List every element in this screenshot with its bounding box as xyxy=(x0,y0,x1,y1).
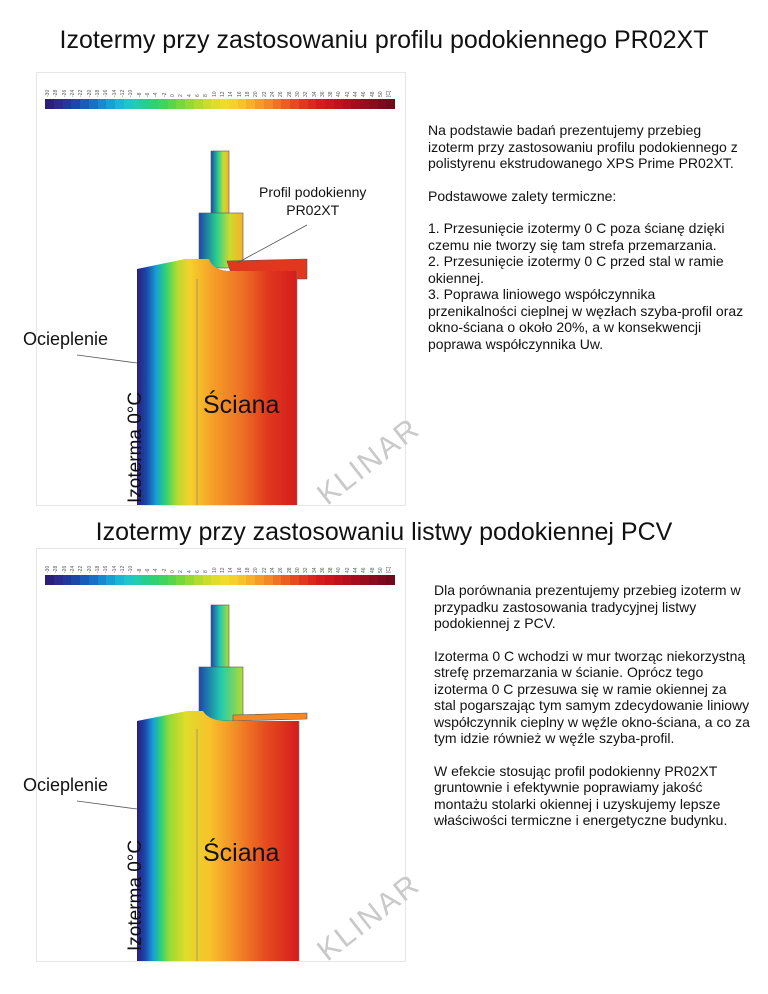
scale-tick-label: -22 xyxy=(78,89,85,97)
scale-tick-label: 10 xyxy=(211,91,218,97)
scale-tick-label: 48 xyxy=(369,91,376,97)
scale-tick-label: 12 xyxy=(219,91,226,97)
scale-tick-label: 40 xyxy=(336,91,343,97)
scale-tick-label: 16 xyxy=(236,567,243,573)
scale-tick-label: 16 xyxy=(236,91,243,97)
scale-tick-label: 44 xyxy=(353,91,360,97)
sciana-label: Ściana xyxy=(203,391,280,419)
scale-tick-label: 28 xyxy=(286,91,293,97)
scale-tick-label: -4 xyxy=(153,92,160,97)
section2-diagram-panel: -30 -28 -26 -24 -22 -20 -18 -16 -14 -12 -10 -8 -6 -4 -2 0 2 4 6 8 10 12 14 16 18 20 22 24 26 28 30 32 34 36 38 40 42 44 46 48 50 [C] Ocieplenie Izoterma 0°C Ściana KLINAR xyxy=(36,548,406,962)
wall-cross-section-2 xyxy=(137,711,299,961)
scale-tick-label: -28 xyxy=(53,89,60,97)
scale-tick-label: 32 xyxy=(303,91,310,97)
scale-tick-label: 28 xyxy=(286,567,293,573)
scale-tick-label: 50 xyxy=(378,91,385,97)
scale-tick-label: -10 xyxy=(128,565,135,573)
section1-paragraph-3: 1. Przesunięcie izotermy 0 C poza ścianę dzięki czemu nie tworzy się tam strefa przemarzania. 2. Przesunięcie izotermy 0 C przed stal w ramie okiennej. 3. Poprawa liniowego współczynnika przenikalności cieplnej w węzłach szyba-profil oraz okno-ściana o około 20%, a w konsekwencji poprawa współczynnika Uw. xyxy=(428,220,744,352)
profil-leader-line xyxy=(237,225,307,263)
sciana-label-2: Ściana xyxy=(203,839,280,867)
scale-tick-label: -14 xyxy=(111,89,118,97)
scale-tick-label: 38 xyxy=(328,91,335,97)
profil-label: Profil podokienny PR02XT xyxy=(259,184,367,218)
scale-tick-label: 6 xyxy=(194,570,201,573)
scale-tick-label: 8 xyxy=(203,570,210,573)
scale-tick-label: 32 xyxy=(303,567,310,573)
section1-paragraph-1: Na podstawie badań prezentujemy przebieg izoterm przy zastosowaniu profilu podokiennego z polistyrenu ekstrudowanego XPS Prime PR02XT. xyxy=(428,122,738,171)
section1-paragraph-2: Podstawowe zalety termiczne: xyxy=(428,187,617,204)
section1-diagram-panel: -30 -28 -26 -24 -22 -20 -18 -16 -14 -12 -10 -8 -6 -4 -2 0 2 4 6 8 10 12 14 16 18 20 22 24 26 28 30 32 34 36 38 40 42 44 46 48 50 [C] Profil podokienny PR02XT Ocieplenie Izoterma 0°C Ściana KLINAR xyxy=(36,72,406,506)
ocieplenie-label: Ocieplenie xyxy=(23,329,109,349)
scale-tick-label: -26 xyxy=(61,565,68,573)
section1-description xyxy=(428,122,746,352)
window-frame-lower-2 xyxy=(199,667,243,721)
klinar-watermark-2: KLINAR xyxy=(311,867,427,968)
scale-tick-label: 0 xyxy=(169,570,176,573)
scale-tick-label: 22 xyxy=(261,91,268,97)
scale-tick-label: 4 xyxy=(186,94,193,97)
isotherm-diagram-1 xyxy=(37,73,405,505)
scale-tick-label: 18 xyxy=(244,567,251,573)
ocieplenie-label-2: Ocieplenie xyxy=(23,775,109,795)
section2-paragraph-1: Dla porównania prezentujemy przebieg izoterm w przypadku zastosowania tradycyjnej listwy podokiennej z PCV. xyxy=(434,582,741,631)
section1-title: Izotermy przy zastosowaniu profilu podokiennego PR02XT xyxy=(59,26,709,54)
scale-tick-label: 10 xyxy=(211,567,218,573)
scale-tick-label: 34 xyxy=(311,91,318,97)
scale-tick-label: 0 xyxy=(169,94,176,97)
scale-tick-label: 8 xyxy=(203,94,210,97)
scale-tick-label: -18 xyxy=(94,89,101,97)
scale-tick-label: 26 xyxy=(278,91,285,97)
scale-tick-label: -2 xyxy=(161,568,168,573)
section2-title: Izotermy przy zastosowaniu listwy podokiennej PCV xyxy=(95,518,673,546)
scale-tick-label: -8 xyxy=(136,92,143,97)
scale-tick-label: -8 xyxy=(136,568,143,573)
scale-tick-label: -16 xyxy=(103,565,110,573)
section2-paragraph-2: Izoterma 0 C wchodzi w mur tworząc niekorzystną strefę przemarzania w ścianie. Oprócz tego izoterma 0 C przesuwa się w ramie okiennej za stal pogarszając tym samym zdecydowanie liniowy współczynnik cieplny w węźle okno-ściana, a co za tym idzie również w węźle szyba-profil. xyxy=(434,647,750,746)
scale-tick-label: 14 xyxy=(228,567,235,573)
section2-paragraph-3: W efekcie stosując profil podokienny PR02XT gruntownie i efektywnie poprawiamy jakość montażu stolarki okiennej i uzyskujemy lepsze właściwości termiczne i energetyczne budynku. xyxy=(434,762,728,828)
scale-tick-label: 18 xyxy=(244,91,251,97)
scale-tick-label: -26 xyxy=(61,89,68,97)
scale-tick-label: -12 xyxy=(119,89,126,97)
scale-tick-label: -2 xyxy=(161,92,168,97)
scale-tick-label: [C] xyxy=(386,566,393,573)
scale-tick-label: -12 xyxy=(119,565,126,573)
scale-tick-label: 12 xyxy=(219,567,226,573)
scale-tick-label: 42 xyxy=(344,91,351,97)
scale-tick-label: -6 xyxy=(144,568,151,573)
scale-tick-label: -14 xyxy=(111,565,118,573)
wall-cross-section xyxy=(137,259,297,505)
scale-tick-label: 50 xyxy=(378,567,385,573)
scale-tick-label: 26 xyxy=(278,567,285,573)
scale-tick-label: 44 xyxy=(353,567,360,573)
scale-tick-label: -24 xyxy=(69,89,76,97)
scale-tick-label: 30 xyxy=(294,91,301,97)
pvc-sill-strip xyxy=(233,713,307,721)
scale-tick-label: 20 xyxy=(253,91,260,97)
scale-tick-label: 30 xyxy=(294,567,301,573)
scale-tick-label: 40 xyxy=(336,567,343,573)
ocieplenie-leader-line xyxy=(77,355,137,363)
scale-tick-label: 38 xyxy=(328,567,335,573)
scale-tick-label: -28 xyxy=(53,565,60,573)
scale-tick-label: 24 xyxy=(269,91,276,97)
scale-tick-label: -18 xyxy=(94,565,101,573)
scale-tick-label: 46 xyxy=(361,567,368,573)
klinar-watermark: KLINAR xyxy=(311,411,427,512)
scale-tick-label: -22 xyxy=(78,565,85,573)
scale-tick-label: 2 xyxy=(178,94,185,97)
scale-tick-label: 34 xyxy=(311,567,318,573)
scale-tick-label: 4 xyxy=(186,570,193,573)
scale-tick-label: -24 xyxy=(69,565,76,573)
scale-tick-label: -16 xyxy=(103,89,110,97)
scale-tick-label: -30 xyxy=(45,565,51,573)
scale-tick-label: 14 xyxy=(228,91,235,97)
scale-tick-label: 6 xyxy=(194,94,201,97)
section2-description xyxy=(434,582,752,829)
scale-tick-label: -4 xyxy=(153,568,160,573)
ocieplenie-leader-line-2 xyxy=(77,801,137,809)
scale-tick-label: 36 xyxy=(319,91,326,97)
scale-tick-label: 2 xyxy=(178,570,185,573)
scale-tick-label: -6 xyxy=(144,92,151,97)
scale-tick-label: -10 xyxy=(128,89,135,97)
isotherm-diagram-2 xyxy=(37,549,405,961)
scale-tick-label: 48 xyxy=(369,567,376,573)
scale-tick-label: 42 xyxy=(344,567,351,573)
scale-tick-label: -20 xyxy=(86,565,93,573)
scale-tick-label: 36 xyxy=(319,567,326,573)
scale-tick-label: -20 xyxy=(86,89,93,97)
scale-tick-label: 22 xyxy=(261,567,268,573)
scale-tick-label: -30 xyxy=(45,89,51,97)
scale-tick-label: 46 xyxy=(361,91,368,97)
scale-tick-label: 20 xyxy=(253,567,260,573)
scale-tick-label: [C] xyxy=(386,90,393,97)
scale-tick-label: 24 xyxy=(269,567,276,573)
